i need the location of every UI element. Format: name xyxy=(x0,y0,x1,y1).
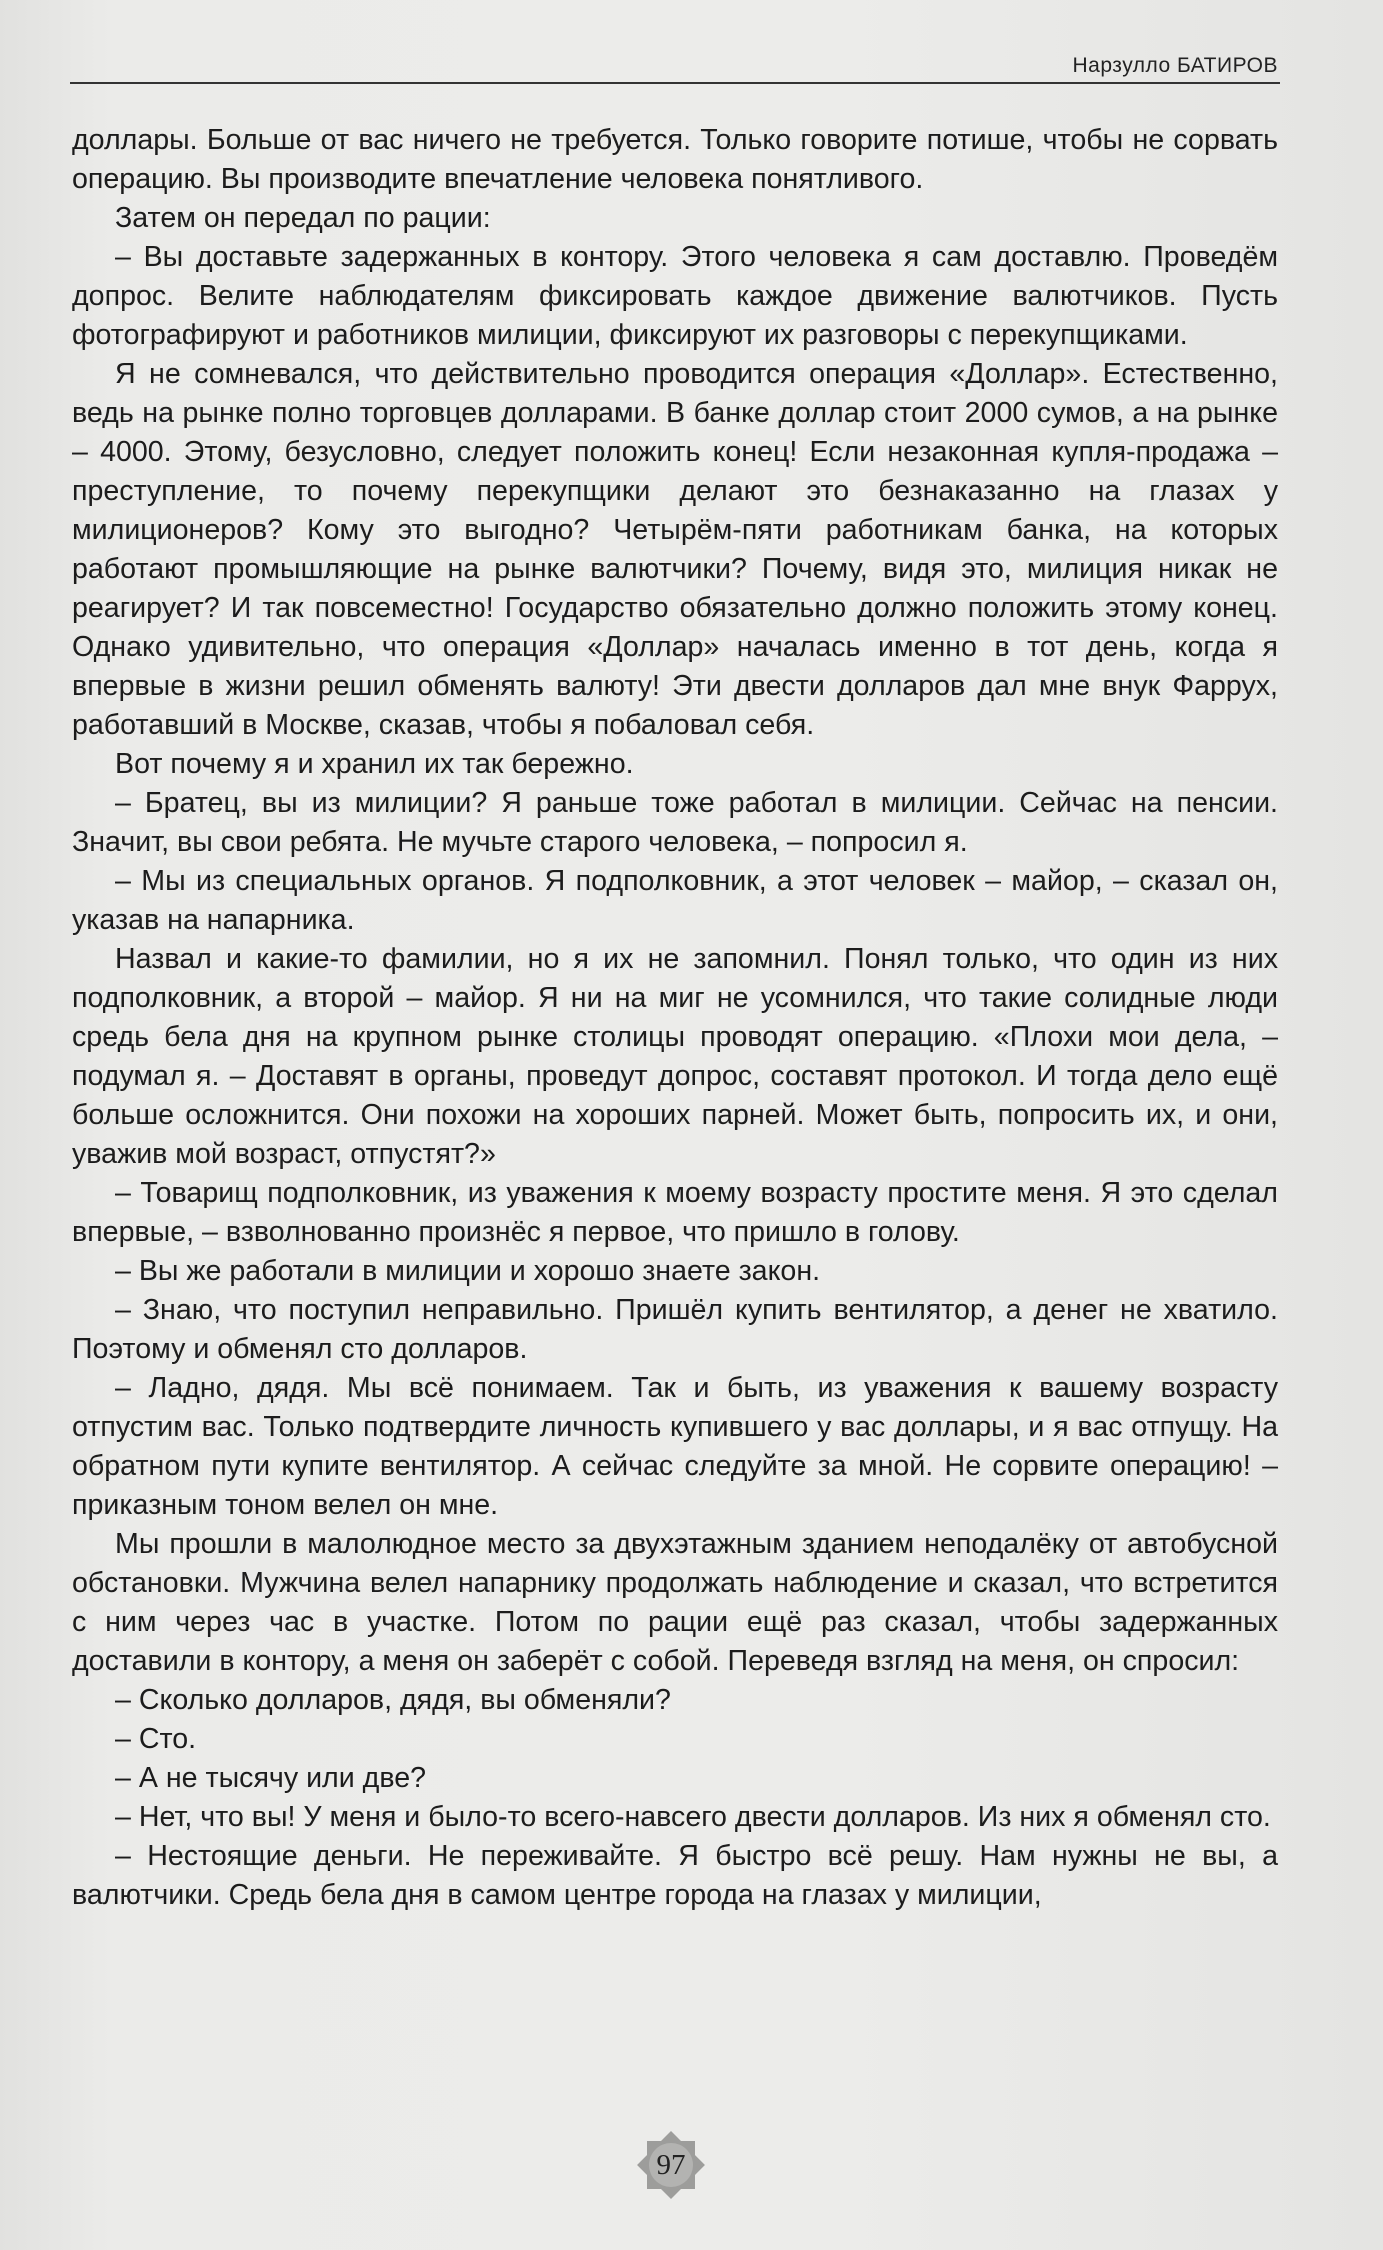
paragraph: – Вы же работали в милиции и хорошо знаете закон. xyxy=(115,1255,821,1287)
paragraph: Мы прошли в малолюдное место за двухэтажным зданием неподалёку от автобусной обстановки. Мужчина велел напарнику продолжать наблюдение и сказал, что встретится с ним через час в участке. Потом по рации ещё раз сказал, чтобы задержанных доставили в контору, а меня он заберёт с собой. Переведя взгляд на меня, он спросил: xyxy=(72,1528,1278,1677)
page-number-ornament xyxy=(634,2128,708,2202)
paragraph: – Сколько долларов, дядя, вы обменяли? xyxy=(115,1684,671,1716)
running-head: Нарзулло БАТИРОВ xyxy=(1072,54,1278,77)
paragraph: доллары. Больше от вас ничего не требуется. Только говорите потише, чтобы не сорвать операцию. Вы производите впечатление человека понятливого. xyxy=(72,124,1278,195)
header-rule xyxy=(70,82,1280,84)
paragraph: – Вы доставьте задержанных в контору. Этого человека я сам доставлю. Проведём допрос. Велите наблюдателям фиксировать каждое движение валютчиков. Пусть фотографируют и работников милиции, фиксируют их разговоры с перекупщиками. xyxy=(72,241,1278,351)
paragraph: – Братец, вы из милиции? Я раньше тоже работал в милиции. Сейчас на пенсии. Значит, вы свои ребята. Не мучьте старого человека, – попросил я. xyxy=(72,787,1278,858)
paragraph: Вот почему я и хранил их так бережно. xyxy=(115,748,634,780)
paragraph: – Знаю, что поступил неправильно. Пришёл купить вентилятор, а денег не хватило. Поэтому и обменял сто долларов. xyxy=(72,1294,1278,1365)
paragraph: Назвал и какие-то фамилии, но я их не запомнил. Понял только, что один из них подполковник, а второй – майор. Я ни на миг не усомнился, что такие солидные люди средь бела дня на крупном рынке столицы проводят операцию. «Плохи мои дела, – подумал я. – Доставят в органы, проведут допрос, составят протокол. И тогда дело ещё больше осложнится. Они похожи на хороших парней. Может быть, попросить их, и они, уважив мой возраст, отпустят?» xyxy=(72,943,1278,1170)
paragraph: – Ладно, дядя. Мы всё понимаем. Так и быть, из уважения к вашему возрасту отпустим вас. Только подтвердите личность купившего у вас доллары, и я вас отпущу. На обратном пути купите вентилятор. А сейчас следуйте за мной. Не сорвите операцию! – приказным тоном велел он мне. xyxy=(72,1372,1278,1521)
paragraph: – Товарищ подполковник, из уважения к моему возрасту простите меня. Я это сделал впервые, – взволнованно произнёс я первое, что пришло в голову. xyxy=(72,1177,1278,1248)
paragraph: – Сто. xyxy=(115,1723,197,1755)
paragraph: – А не тысячу или две? xyxy=(115,1762,426,1794)
paragraph: Я не сомневался, что действительно проводится операция «Доллар». Естественно, ведь на рынке полно торговцев долларами. В банке доллар стоит 2000 сумов, а на рынке – 4000. Этому, безусловно, следует положить конец! Если незаконная купля-продажа – преступление, то почему перекупщики делают это безнаказанно на глазах у милиционеров? Кому это выгодно? Четырём-пяти работникам банка, на которых работают промышляющие на рынке валютчики? Почему, видя это, милиция никак не реагирует? И так повсеместно! Государство обязательно должно положить этому конец. Однако удивительно, что операция «Доллар» началась именно в тот день, когда я впервые в жизни решил обменять валюту! Эти двести долларов дал мне внук Фаррух, работавший в Москве, сказав, чтобы я побаловал себя. xyxy=(72,358,1278,741)
paragraph: Затем он передал по рации: xyxy=(115,202,491,234)
page-number: 97 xyxy=(656,2149,686,2181)
paragraph: – Нет, что вы! У меня и было-то всего-навсего двести долларов. Из них я обменял сто. xyxy=(115,1801,1271,1833)
paragraph: – Нестоящие деньги. Не переживайте. Я быстро всё решу. Нам нужны не вы, а валютчики. Средь бела дня в самом центре города на глазах у милиции, xyxy=(72,1840,1278,1911)
paragraph: – Мы из специальных органов. Я подполковник, а этот человек – майор, – сказал он, указав на напарника. xyxy=(72,865,1278,936)
body-text xyxy=(72,121,1278,1915)
